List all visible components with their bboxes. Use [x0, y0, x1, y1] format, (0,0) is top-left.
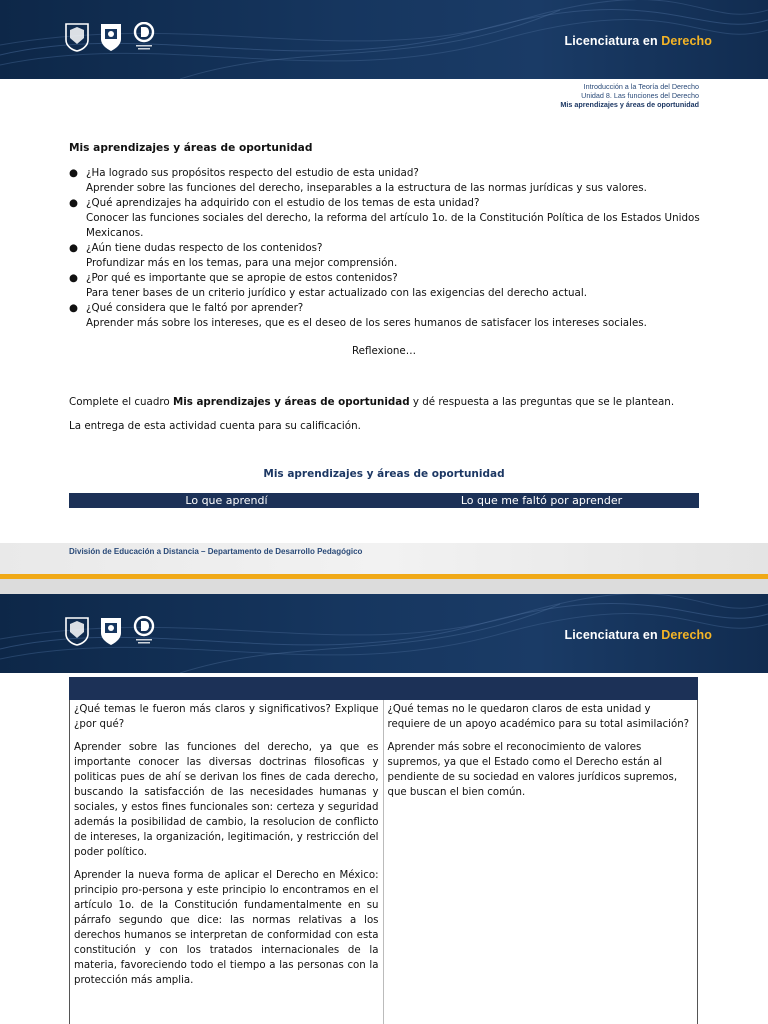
footer-accent-line — [0, 574, 768, 579]
list-item — [69, 196, 703, 241]
header-banner — [0, 0, 768, 79]
list-item — [69, 166, 703, 196]
question-text: ¿Ha logrado sus propósitos respecto del estudio de esta unidad? — [86, 167, 419, 179]
missing-answer: Aprender más sobre el reconocimiento de valores supremos, ya que el Estado como el Derecho están al pendiente de su sociedad en valores jurídicos supremos, que buscan el bien común. — [387, 742, 678, 798]
unam-logo-icon — [64, 22, 90, 52]
table-title: Mis aprendizajes y áreas de oportunidad — [263, 468, 505, 480]
question-text: ¿Qué aprendizajes ha adquirido con el estudio de los temas de esta unidad? — [86, 197, 480, 209]
bullet-icon: ● — [69, 302, 78, 314]
list-item — [69, 241, 703, 271]
answer-text: Aprender más sobre los intereses, que es el deseo de los seres humanos de satisfacer los intereses sociales. — [86, 317, 647, 329]
answer-text: Para tener bases de un criterio jurídico y estar actualizado con las exigencias del derecho actual. — [86, 287, 587, 299]
footer-text: División de Educación a Distancia – Departamento de Desarrollo Pedagógico — [69, 547, 363, 556]
breadcrumb-unit: Unidad 8. Las funciones del Derecho — [581, 91, 699, 100]
program-brand — [565, 34, 713, 48]
breadcrumb-activity: Mis aprendizajes y áreas de oportunidad — [560, 100, 699, 109]
faculty-shield-icon — [99, 22, 123, 52]
bullet-icon: ● — [69, 167, 78, 179]
instructions-suffix: y dé respuesta a las preguntas que se le plantean. — [409, 396, 675, 408]
missing-column — [384, 700, 698, 1024]
instructions-paragraph — [69, 395, 709, 410]
division-logo-icon — [133, 22, 155, 54]
brand-accent-text: Derecho — [661, 628, 712, 642]
answer-text: Aprender sobre las funciones del derecho, inseparables a la estructura de las normas jurídicas y sus valores. — [86, 182, 647, 194]
brand-accent-text: Derecho — [661, 34, 712, 48]
learned-answer: Aprender la nueva forma de aplicar el Derecho en México: principio pro-persona y este principio lo encontramos en el artículo 1o. de la Constitución fundamentalmente en su párrafo segundo que dice: las normas relativas a los derechos humanos se interpretan de conformidad con esta constitución y con los tratados internacionales de la materia, favoreciendo todo el tiempo a las personas con la protección más amplia. — [74, 870, 379, 986]
grading-note: La entrega de esta actividad cuenta para su calificación. — [69, 420, 361, 432]
answer-text: Conocer las funciones sociales del derecho, la reforma del artículo 1o. de la Constitución Política de los Estados Unidos Mexicanos. — [86, 212, 700, 239]
list-item — [69, 271, 703, 301]
reflection-question-list — [69, 166, 703, 331]
header-banner — [0, 594, 768, 673]
instructions-bold: Mis aprendizajes y áreas de oportunidad — [172, 396, 410, 408]
division-logo-icon — [133, 616, 155, 648]
brand-plain-text: Licenciatura en — [564, 628, 662, 642]
list-item — [69, 301, 703, 331]
instructions-prefix: Complete el cuadro — [69, 396, 173, 408]
faculty-shield-icon — [99, 616, 123, 646]
table-header-continued — [69, 677, 698, 700]
bullet-icon: ● — [69, 272, 78, 284]
breadcrumb — [560, 82, 699, 109]
answer-text: Profundizar más en los temas, para una mejor comprensión. — [86, 257, 398, 269]
learning-table-body — [69, 700, 698, 1024]
reflexione-text: Reflexione… — [351, 345, 417, 357]
document-page-2 — [0, 594, 768, 1024]
column-header-learned: Lo que aprendí — [185, 494, 268, 507]
question-text: ¿Qué considera que le faltó por aprender? — [86, 302, 304, 314]
learned-answer: Aprender sobre las funciones del derecho, ya que es importante conocer las diversas doctrinas filosoficas y politicas pues de ahí se derivan los fines de cada derecho, buscando la satisfacción de las necesidades humanas y sociales, y estos fines funcionales son: certeza y seguridad además la posibilidad de cambio, la resolucion de conflicto de intereses, la organización, legitimación, y restricción del poder político. — [74, 742, 379, 858]
bullet-icon: ● — [69, 197, 78, 209]
learned-column — [70, 700, 384, 1024]
program-brand — [565, 628, 713, 642]
brand-plain-text: Licenciatura en — [564, 34, 662, 48]
section-title: Mis aprendizajes y áreas de oportunidad — [69, 142, 313, 154]
learned-question: ¿Qué temas le fueron más claros y significativos? Explique ¿por qué? — [74, 704, 379, 730]
question-text: ¿Por qué es importante que se apropie de estos contenidos? — [86, 272, 398, 284]
missing-question: ¿Qué temas no le quedaron claros de esta unidad y requiere de un apoyo académico para su total asimilación? — [387, 704, 690, 730]
breadcrumb-course: Introducción a la Teoría del Derecho — [583, 82, 699, 91]
question-text: ¿Aún tiene dudas respecto de los contenidos? — [86, 242, 323, 254]
unam-logo-icon — [64, 616, 90, 646]
column-header-missing: Lo que me faltó por aprender — [460, 494, 623, 507]
bullet-icon: ● — [69, 242, 78, 254]
table-header — [69, 493, 699, 508]
